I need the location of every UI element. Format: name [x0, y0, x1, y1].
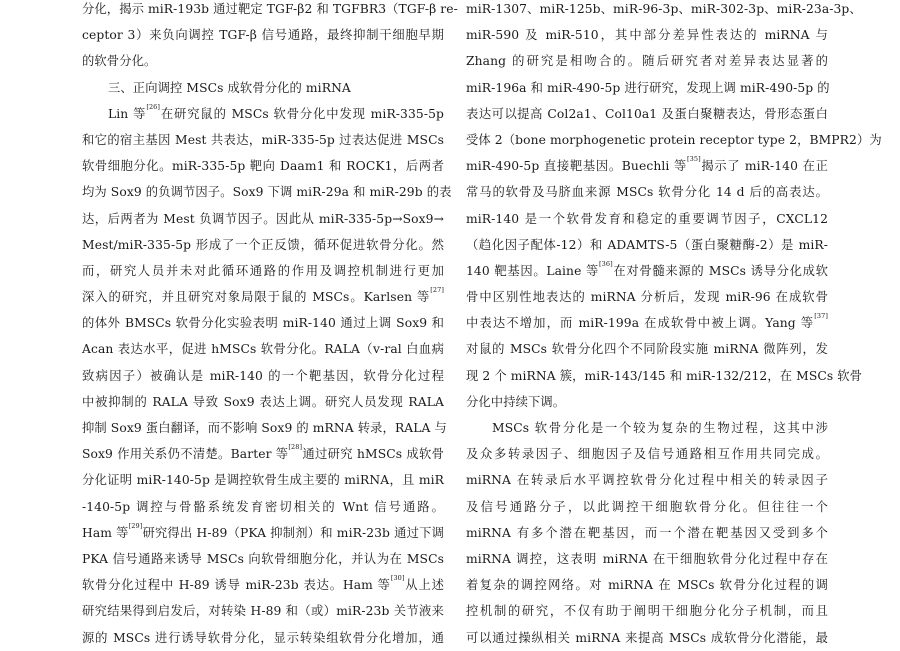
text-line: 均为 Sox9 的负调节因子。Sox9 下调 miR-29a 和 miR-29b 的表 — [82, 185, 452, 200]
text-line: PKA 信号通路来诱导 MSCs 向软骨细胞分化，并认为在 MSCs — [82, 551, 444, 566]
text-line: 分化，揭示 miR-193b 通过靶定 TGF-β2 和 TGFBR3（TGF-β re- — [82, 2, 458, 16]
text-line: 分化证明 miR-140-5p 是调控软骨生成主要的 miRNA，且 miR — [82, 473, 444, 488]
text-line: 三、正向调控 MSCs 成软骨分化的 miRNA — [108, 80, 351, 95]
right-text-column — [466, 0, 882, 651]
text-line: 软骨分化过程中 H-89 诱导 miR-23b 表达。Ham 等[30]从上述 — [82, 574, 444, 593]
text-line: 中被抑制的 RALA 导致 Sox9 表达上调。研究人员发现 RALA — [82, 394, 444, 409]
text-line: 和它的宿主基因 Mest 共表达，miR-335-5p 过表达促进 MSCs — [82, 132, 444, 147]
citation-ref: [37] — [814, 312, 828, 321]
text-line: -140-5p 调控与骨骼系统发育密切相关的 Wnt 信号通路。 — [82, 499, 444, 514]
citation-ref: [26] — [146, 102, 161, 111]
citation-ref: [35] — [686, 155, 701, 164]
text-line: 控机制的研究，不仅有助于阐明干细胞分化分子机制，而且 — [466, 604, 828, 619]
text-line: 的软骨分化。 — [82, 54, 157, 69]
text-line: miR-196a 和 miR-490-5p 进行研究，发现上调 miR-490-5p 的 — [466, 80, 830, 95]
text-line: Ham 等[29]研究得出 H-89（PKA 抑制剂）和 miR-23b 通过下调 — [82, 521, 444, 540]
text-line: 对鼠的 MSCs 软骨分化四个不同阶段实施 miRNA 微阵列，发 — [466, 342, 828, 357]
text-line: miRNA 有多个潜在靶基因，而一个潜在靶基因又受到多个 — [466, 525, 828, 540]
text-line: 分化中持续下调。 — [466, 394, 566, 409]
text-line: miR-490-5p 直接靶基因。Buechli 等[35]揭示了 miR-140 在正 — [466, 155, 828, 174]
text-line: 着复杂的调控网络。对 miRNA 在 MSCs 软骨分化过程的调 — [466, 578, 828, 593]
text-line: 的体外 BMSCs 软骨分化实验表明 miR-140 通过上调 Sox9 和 — [82, 316, 444, 331]
text-line: 可以通过操纵相关 miRNA 来提高 MSCs 成软骨分化潜能，最 — [466, 630, 828, 645]
text-line: 表达可以提高 Col2a1、Col10a1 及蛋白聚糖表达，骨形态蛋白 — [466, 106, 828, 121]
text-line: MSCs 软骨分化是一个较为复杂的生物过程，这其中涉 — [492, 421, 828, 435]
text-line: 致病因子）被确认是 miR-140 的一个靶基因，软骨分化过程 — [82, 368, 444, 383]
citation-ref: [29] — [128, 521, 143, 530]
text-line: Acan 表达水平，促进 hMSCs 软骨分化。RALA（v-ral 白血病 — [82, 342, 444, 357]
text-line: 深入的研究，并且研究对象局限于鼠的 MSCs。Karlsen 等[27] — [82, 286, 444, 305]
text-line: miR-590 及 miR-510，其中部分差异性表达的 miRNA 与 — [466, 28, 828, 43]
text-line: 140 靶基因。Laine 等[36]在对骨髓来源的 MSCs 诱导分化成软 — [466, 259, 828, 278]
text-line: 源的 MSCs 进行诱导软骨分化，显示转染组软骨分化增加，通 — [82, 630, 444, 645]
text-line: 常马的软骨及马脐血来源 MSCs 软骨分化 14 d 后的高表达。 — [466, 185, 828, 200]
text-line: 软骨细胞分化。miR-335-5p 靶向 Daam1 和 ROCK1，后两者 — [82, 159, 444, 174]
citation-ref: [28] — [288, 443, 303, 452]
text-line: 达，后两者为 Mest 负调节因子。因此从 miR-335-5p→Sox9→ — [82, 211, 444, 226]
text-line: Sox9 作用关系仍不清楚。Barter 等[28]通过研究 hMSCs 成软骨 — [82, 443, 444, 462]
text-line: 受体 2（bone morphogenetic protein receptor type 2，BMPR2）为 — [466, 132, 882, 147]
citation-ref: [30] — [390, 574, 405, 583]
text-line: 及信号通路分子，以此调控干细胞软骨分化。但往往一个 — [466, 499, 828, 514]
text-line: 现 2 个 miRNA 簇，miR-143/145 和 miR-132/212，在 MSCs 软骨 — [466, 368, 863, 383]
text-line: Lin 等[26]在研究鼠的 MSCs 软骨分化中发现 miR-335-5p — [108, 102, 444, 121]
text-line: miR-140 是一个软骨发育和稳定的重要调节因子，CXCL12 — [466, 211, 828, 226]
text-line: （趋化因子配体-12）和 ADAMTS-5（蛋白聚糖酶-2）是 miR- — [466, 237, 828, 252]
text-line: 及众多转录因子、细胞因子及信号通路相互作用共同完成。 — [466, 447, 828, 462]
text-line: miRNA 在转录后水平调控软骨分化过程中相关的转录因子 — [466, 473, 828, 488]
text-line: 中表达不增加，而 miR-199a 在成软骨中被上调。Yang 等[37] — [466, 312, 828, 331]
text-line: Mest/miR-335-5p 形成了一个正反馈，循环促进软骨分化。然 — [82, 237, 444, 252]
text-line: Zhang 的研究是相吻合的。随后研究者对差异表达显著的 — [466, 54, 828, 69]
citation-ref: [36] — [599, 259, 613, 268]
citation-ref: [27] — [430, 286, 444, 295]
text-line: ceptor 3）来负向调控 TGF-β 信号通路，最终抑制干细胞早期 — [82, 28, 444, 43]
text-line: miRNA 调控，这表明 miRNA 在干细胞软骨分化过程中存在 — [466, 551, 828, 566]
left-text-column — [82, 0, 458, 651]
text-line: 而，研究人员并未对此循环通路的作用及调控机制进行更加 — [82, 263, 444, 278]
text-line: miR-1307、miR-125b、miR-96-3p、miR-302-3p、miR-23a-3p、 — [466, 2, 862, 16]
text-line: 研究结果得到启发后，对转染 H-89 和（或）miR-23b 关节液来 — [82, 604, 444, 619]
text-line: 骨中区别性地表达的 miRNA 分析后，发现 miR-96 在成软骨 — [466, 290, 828, 305]
text-line: 抑制 Sox9 蛋白翻译，而不影响 Sox9 的 mRNA 转录，RALA 与 — [82, 421, 447, 435]
